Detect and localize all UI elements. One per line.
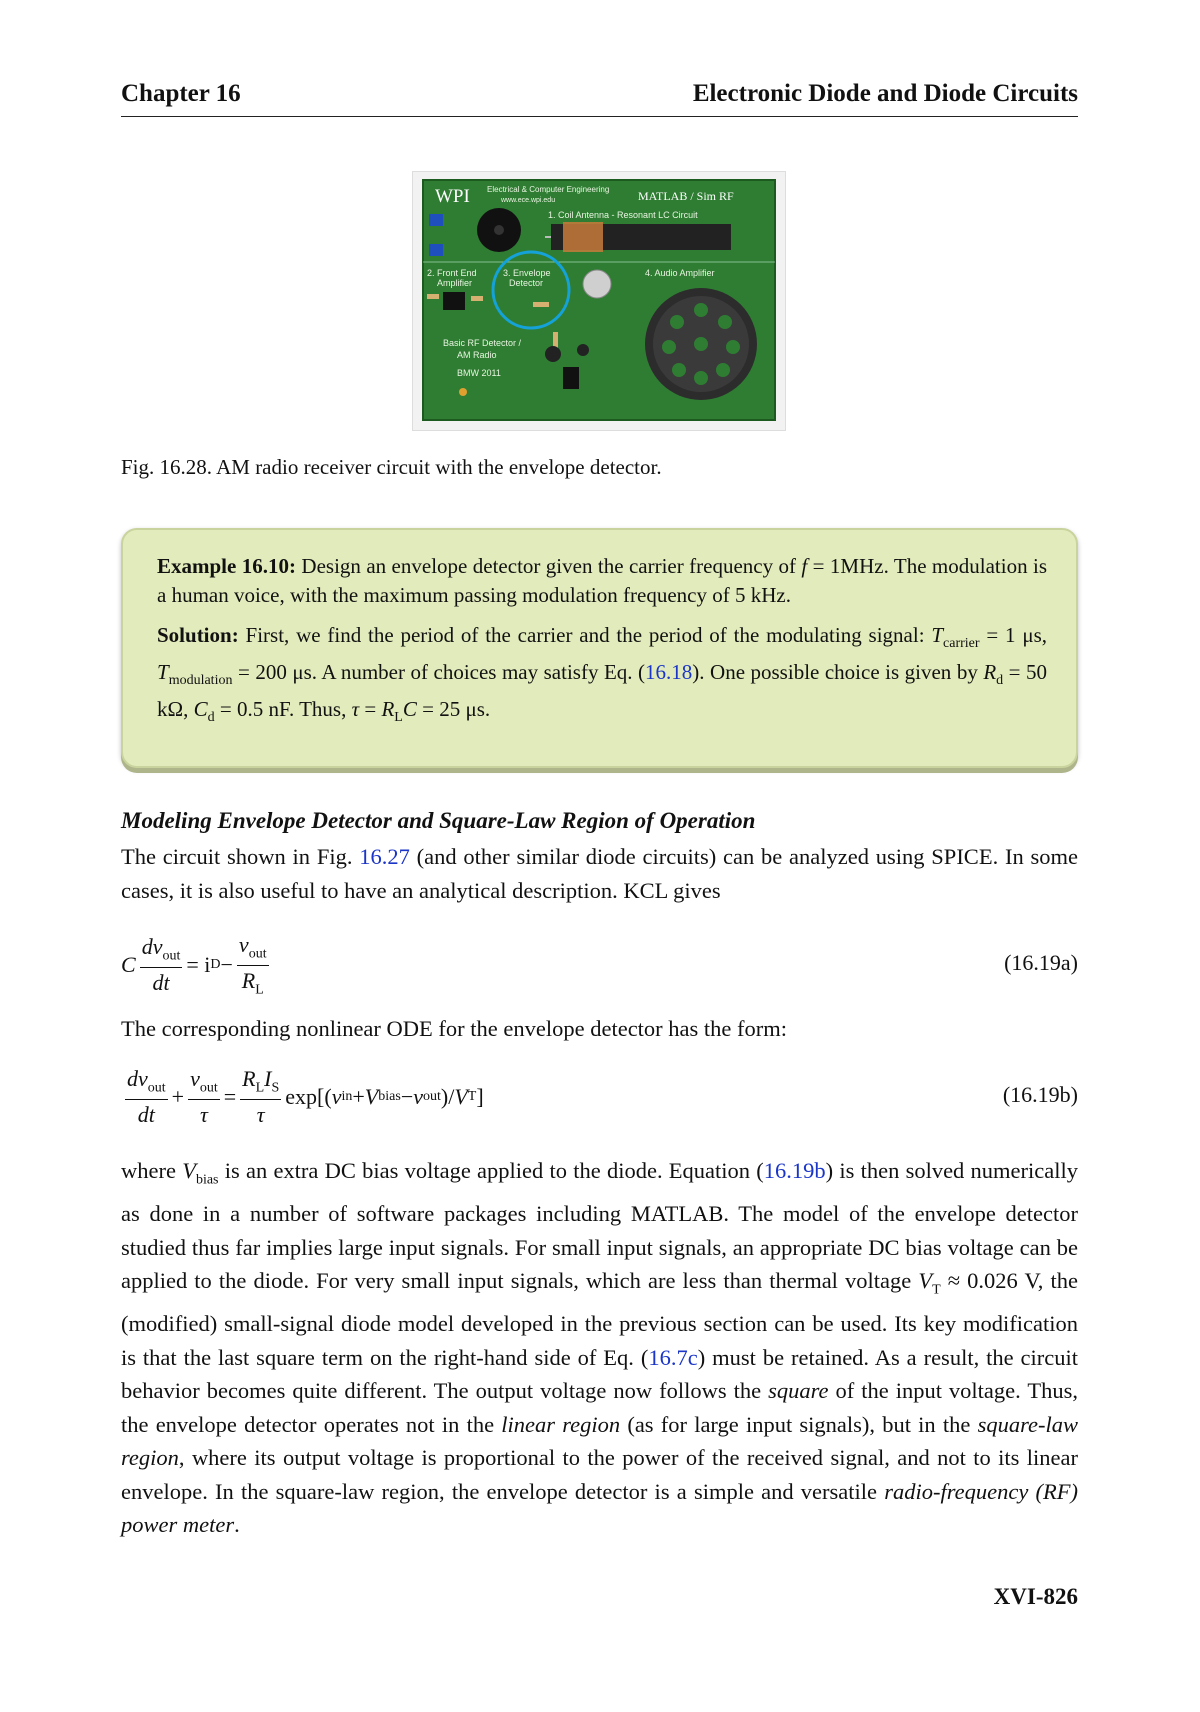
figure-caption: Fig. 16.28. AM radio receiver circuit with the envelope detector.	[121, 455, 662, 479]
board-dept: Electrical & Computer Engineering	[487, 185, 610, 194]
eq-ref-16-7c[interactable]: 16.7c	[648, 1344, 698, 1370]
body-paragraph: where $V_{bias}$ is an extra DC bias voltage applied to the diode. Equation (16.19b) is then solved numerically as done in a number of software packages including MATLAB. The model of the envelope detector studied thus far implies large input signals. For small input signals, an appropriate DC bias voltage can be applied to the diode. For very small input signals, which are less than thermal voltage $V_T \approx 0.026$ V, the (modified) small-signal diode model developed in the previous section can be used. Its key modification is that the last square term on the right-hand side of Eq. (16.7c) must be retained. As a result, the circuit behavior becomes quite different. The output voltage now follows the square of the input voltage. Thus, the envelope detector operates not in the linear region (as for large input signals), but in the square-law region, where its output voltage is proportional to the power of the received signal, and not to its linear envelope. In the square-law region, the envelope detector is a simple and versatile radio-frequency (RF) power meter.	[121, 1158, 1079, 1537]
board-b2: AM Radio	[457, 350, 497, 360]
board-url: www.ece.wpi.edu	[501, 197, 556, 204]
board-sw: MATLAB / Sim RF	[638, 189, 734, 203]
board-b3: BMW 2011	[457, 368, 501, 378]
intro-paragraph: The circuit shown in Fig. 16.27 (and other similar diode circuits) can be analyzed using SPICE. In some cases, it is also useful to have an analytical description. KCL gives	[121, 844, 1078, 903]
chapter-label: Chapter 16	[121, 80, 241, 107]
section-heading: Modeling Envelope Detector and Square-Law Region of Operation	[121, 808, 756, 833]
between-paragraph: The corresponding nonlinear ODE for the envelope detector has the form:	[121, 1016, 788, 1041]
board-b1: Basic RF Detector /	[443, 338, 522, 348]
chapter-title: Electronic Diode and Diode Circuits	[692, 80, 1078, 107]
equation-16-19a: C $\frac{dv_{out}}{dt}$ = i D − $\frac{v_{out}}{R_L}$ (16.19a)	[121, 932, 1078, 997]
page-header	[121, 80, 1078, 117]
eq-number-a: (16.19a)	[1004, 950, 1078, 975]
page-number: XVI-826	[993, 1584, 1078, 1609]
eq-ref-16-19b[interactable]: 16.19b	[763, 1158, 826, 1183]
fig-ref-16-27[interactable]: 16.27	[359, 844, 410, 869]
board-s4: 4. Audio Amplifier	[645, 268, 715, 278]
circuit-board-photo	[413, 172, 785, 430]
example-statement: Example 16.10: Design an envelope detector given the carrier frequency of f = 1MHz. The modulation is a human voice, with the maximum passing modulation frequency of 5 kHz.	[157, 554, 1048, 607]
board-s1: 1. Coil Antenna - Resonant LC Circuit	[548, 210, 698, 220]
board-s2b: Amplifier	[437, 278, 473, 288]
solution-label: Solution:	[157, 623, 239, 647]
board-s3a: 3. Envelope	[503, 268, 551, 278]
equation-16-19b: $\frac{dv_{out}}{dt}$ + $\frac{v_{out}}{\tau}$ = $\frac{R_LI_S}{\tau}$ exp[( v in + V bias − v out )/ V T ] (16.19b)	[127, 1066, 1078, 1127]
board-s3b: Detector	[509, 278, 544, 288]
example-label: Example 16.10:	[157, 554, 296, 578]
eq-number-b: (16.19b)	[1002, 1082, 1078, 1107]
board-logo: WPI	[435, 186, 470, 207]
example-solution: Solution: First, we find the period of the carrier and the period of the modulating signal: $T_{carrier} = 1$ μs, $T_{modulation} = 200$ μs. A number of choices may satisfy Eq. (16.18). One possible choice is given by $R_d = 50$ kΩ, $C_d = 0.5$ nF. Thus, $\tau = R_LC = 25$ μs.	[157, 623, 1048, 726]
example-box	[121, 528, 1078, 768]
board-s2a: 2. Front End	[427, 268, 477, 278]
eq-ref-16-18[interactable]: 16.18	[645, 660, 693, 685]
